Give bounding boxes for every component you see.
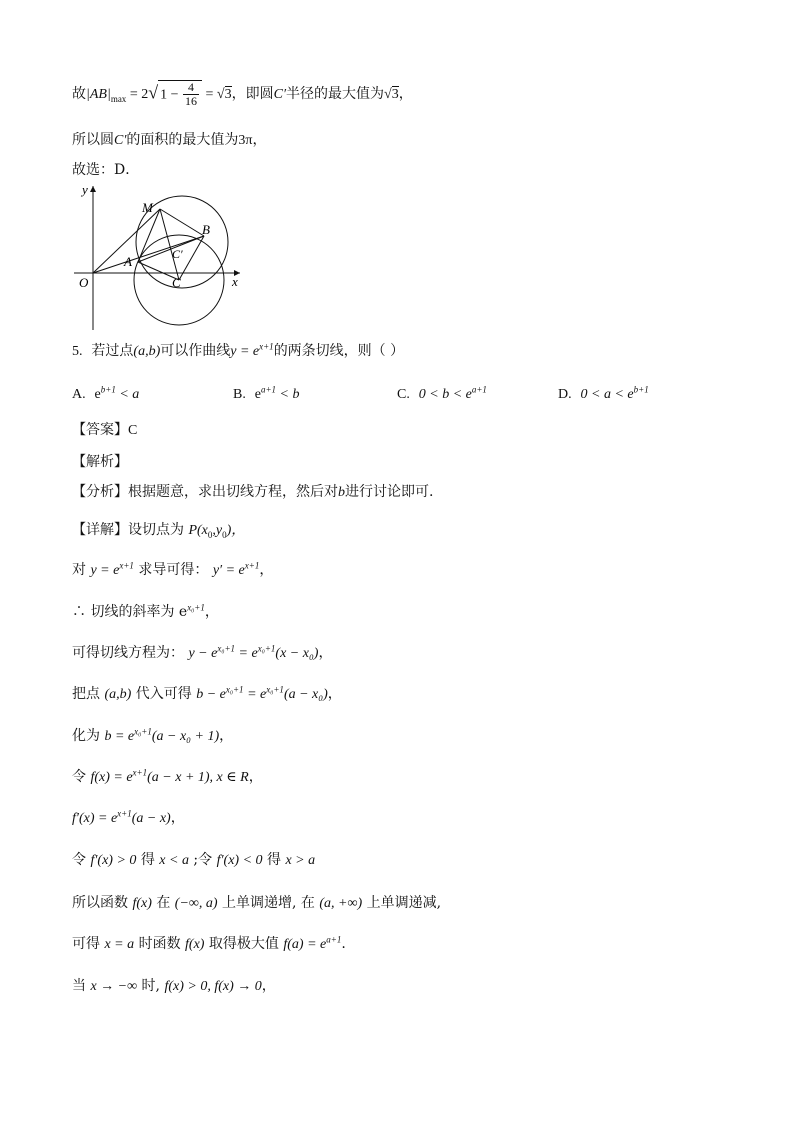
- text: ，即圆: [231, 86, 274, 102]
- math-exponent: x+1: [117, 808, 132, 819]
- math-exponent: x+1: [119, 560, 134, 571]
- text: ，: [204, 604, 219, 620]
- text: ，: [261, 978, 276, 994]
- text: ，: [248, 769, 263, 785]
- math-eq: = 2: [126, 87, 149, 102]
- line-area-max: [72, 130, 266, 151]
- math: f′(x) = e: [72, 811, 118, 826]
- math: (a, +∞): [319, 896, 363, 911]
- text: .: [341, 936, 346, 952]
- math-ab: |AB|: [86, 87, 111, 102]
- text: 求导可得：: [133, 562, 213, 578]
- math-point: (a,b): [133, 344, 161, 359]
- text: ，: [327, 686, 342, 702]
- label-y: y: [82, 182, 88, 197]
- question-number: 5.: [72, 344, 83, 359]
- math: f(x): [185, 937, 205, 952]
- text: 根据题意，求出切线方程，然后对: [128, 484, 338, 500]
- text: 代入可得: [131, 686, 197, 702]
- math: (x − x₀): [275, 646, 319, 661]
- sqrt-expression: √ 1 − $\frac{4}{16}$: [148, 80, 202, 108]
- math: x → −∞: [90, 979, 138, 994]
- math-exponent: a+1: [326, 934, 342, 945]
- answer-value: C: [128, 423, 138, 438]
- text: 在: [151, 895, 175, 911]
- math-exponent: x₀+1: [257, 643, 276, 654]
- fraction-denominator: 16: [185, 94, 198, 108]
- solution-line-8: [72, 767, 263, 788]
- math-c-prime: C′: [273, 87, 287, 102]
- math-exponent: x₀+1: [217, 643, 236, 654]
- fraction: [183, 81, 199, 108]
- segment-ob: [93, 236, 204, 273]
- math: f′(x) > 0: [90, 853, 137, 868]
- math-one-minus: 1 −: [160, 87, 183, 103]
- solution-line-9: [72, 808, 185, 829]
- analysis-label-line: [72, 452, 128, 472]
- math-rest: < a: [115, 387, 140, 402]
- math: f(x) = e: [90, 770, 133, 785]
- option-a[interactable]: [72, 384, 139, 405]
- text: 半径的最大值为: [286, 86, 385, 102]
- option-label: D.: [558, 387, 572, 402]
- fraction-numerator: 4: [183, 81, 199, 95]
- math: y′ = e: [212, 563, 245, 578]
- math: b − e: [196, 687, 226, 702]
- label-x: x: [232, 274, 238, 289]
- math-sub-max: max: [110, 93, 127, 104]
- math-exponent: x+1: [132, 767, 148, 778]
- text: 设切点为: [128, 522, 189, 538]
- math-base: e: [94, 387, 101, 402]
- answer-label: 【答案】: [72, 422, 128, 438]
- label-c: C: [172, 275, 181, 290]
- text: 把点: [72, 686, 105, 702]
- line-ab-max: 故$|AB|_{max} = 2√$ 1 − $\frac{4}{16}$ = √3，即圆C′半径的最大值为√3，: [72, 80, 413, 108]
- text: ，: [170, 810, 185, 826]
- text: 令: [72, 852, 91, 868]
- solution-line-10: [72, 850, 315, 871]
- math: y − e: [188, 646, 218, 661]
- math-value: 3π: [238, 133, 253, 148]
- label-a: A: [124, 254, 132, 269]
- text: 取得极大值: [204, 936, 284, 952]
- text: 所以函数: [72, 895, 133, 911]
- geometry-figure: [66, 180, 256, 332]
- solution-line-3: [72, 560, 273, 581]
- math: (a − x₀): [283, 687, 328, 702]
- text: 上单调递减,: [362, 895, 442, 911]
- text: 上单调递增, 在: [217, 895, 320, 911]
- math-var: b: [338, 485, 345, 500]
- math-exponent: x₀+1: [187, 602, 205, 613]
- solution-line-1: [72, 482, 433, 503]
- text: ，: [259, 562, 274, 578]
- math-exponent: b+1: [100, 384, 116, 395]
- solution-line-5: [72, 643, 332, 664]
- math: f(x): [132, 896, 152, 911]
- math-exponent: a+1: [260, 384, 277, 395]
- solution-line-6: [72, 684, 342, 705]
- answer-line: [72, 420, 137, 441]
- math: x = a: [104, 937, 135, 952]
- section-label: 【详解】: [72, 522, 128, 538]
- solution-line-11: [72, 893, 441, 914]
- text: ;令: [188, 852, 217, 868]
- math: P(x: [188, 523, 208, 538]
- text: 对: [72, 562, 91, 578]
- math: = e: [235, 646, 258, 661]
- math: ,y: [212, 523, 223, 538]
- solution-line-12: [72, 934, 346, 955]
- math: (a,b): [104, 687, 132, 702]
- option-d[interactable]: [558, 384, 649, 405]
- math: f′(x) < 0: [216, 853, 263, 868]
- text: 的两条切线，则（ ）: [273, 343, 405, 359]
- math-sqrt3: 3: [224, 87, 232, 102]
- text: 得: [262, 852, 286, 868]
- math-exponent: x+1: [259, 341, 274, 352]
- solution-line-7: [72, 726, 233, 747]
- text: ，: [318, 645, 333, 661]
- text: 当: [72, 978, 91, 994]
- text: ，: [252, 132, 267, 148]
- solution-line-4: [72, 602, 219, 622]
- text: 可得: [72, 936, 105, 952]
- math: x < a: [159, 853, 189, 868]
- option-c[interactable]: [397, 384, 487, 405]
- math-base: e: [254, 387, 261, 402]
- math: y = e: [90, 563, 120, 578]
- solution-line-2: [72, 520, 245, 541]
- text: 故: [72, 86, 86, 102]
- math: (a − x₀ + 1): [151, 729, 220, 744]
- question-5: [72, 341, 404, 362]
- option-label: B.: [233, 387, 246, 402]
- math-expression: 0 < b < e: [418, 387, 472, 402]
- math: (a − x): [131, 811, 171, 826]
- math: = e: [243, 687, 267, 702]
- option-label: C.: [397, 387, 410, 402]
- math: f(a) = e: [283, 937, 327, 952]
- label-o: O: [79, 275, 89, 290]
- segment-ab: [138, 236, 204, 262]
- text: ∴ 切线的斜率为 e: [72, 604, 188, 620]
- text: ，: [398, 86, 413, 102]
- text: 可以作曲线: [160, 343, 231, 359]
- line-choice: 故选：D．: [72, 162, 140, 178]
- math-sqrt3: 3: [391, 87, 399, 102]
- option-b[interactable]: [233, 384, 300, 405]
- label-c-prime: C′: [172, 247, 183, 261]
- math-exponent: a+1: [471, 384, 487, 395]
- text: ，: [219, 728, 234, 744]
- text: 所以圆: [72, 132, 114, 148]
- math: )，: [226, 523, 246, 538]
- math-sub: 0: [207, 529, 213, 540]
- math-eq: =: [202, 87, 217, 102]
- math: (a − x + 1), x ∈ R: [147, 770, 249, 785]
- text: 进行讨论即可.: [345, 484, 434, 500]
- label-m: M: [142, 200, 153, 215]
- math: (−∞, a): [174, 896, 218, 911]
- math-expression: 0 < a < e: [580, 387, 634, 402]
- option-label: A.: [72, 387, 86, 402]
- text: 得: [136, 852, 160, 868]
- text: 的面积的最大值为: [126, 132, 239, 148]
- math-c-prime: C′: [114, 133, 127, 148]
- math-rest: < b: [276, 387, 300, 402]
- text: 时函数: [134, 936, 186, 952]
- text: 时,: [137, 978, 165, 994]
- solution-line-13: [72, 976, 276, 997]
- math: b = e: [104, 729, 135, 744]
- math-exponent: x₀+1: [134, 726, 152, 737]
- math-exponent: x+1: [244, 560, 260, 571]
- math-sub: 0: [222, 529, 227, 540]
- text: 化为: [72, 728, 105, 744]
- analysis-label: 【解析】: [72, 454, 128, 470]
- math: f(x) > 0, f(x) → 0: [164, 979, 262, 994]
- math-exponent: x₀+1: [225, 684, 244, 695]
- math: x > a: [285, 853, 316, 868]
- math-exponent: x₀+1: [266, 684, 284, 695]
- label-b: B: [202, 222, 210, 237]
- section-label: 【分析】: [72, 484, 128, 500]
- text: 若过点: [91, 343, 134, 359]
- segment-mc: [160, 209, 179, 280]
- text: 可得切线方程为：: [72, 645, 189, 661]
- math-curve: y = e: [230, 344, 260, 359]
- text: 令: [72, 769, 91, 785]
- math-exponent: b+1: [633, 384, 649, 395]
